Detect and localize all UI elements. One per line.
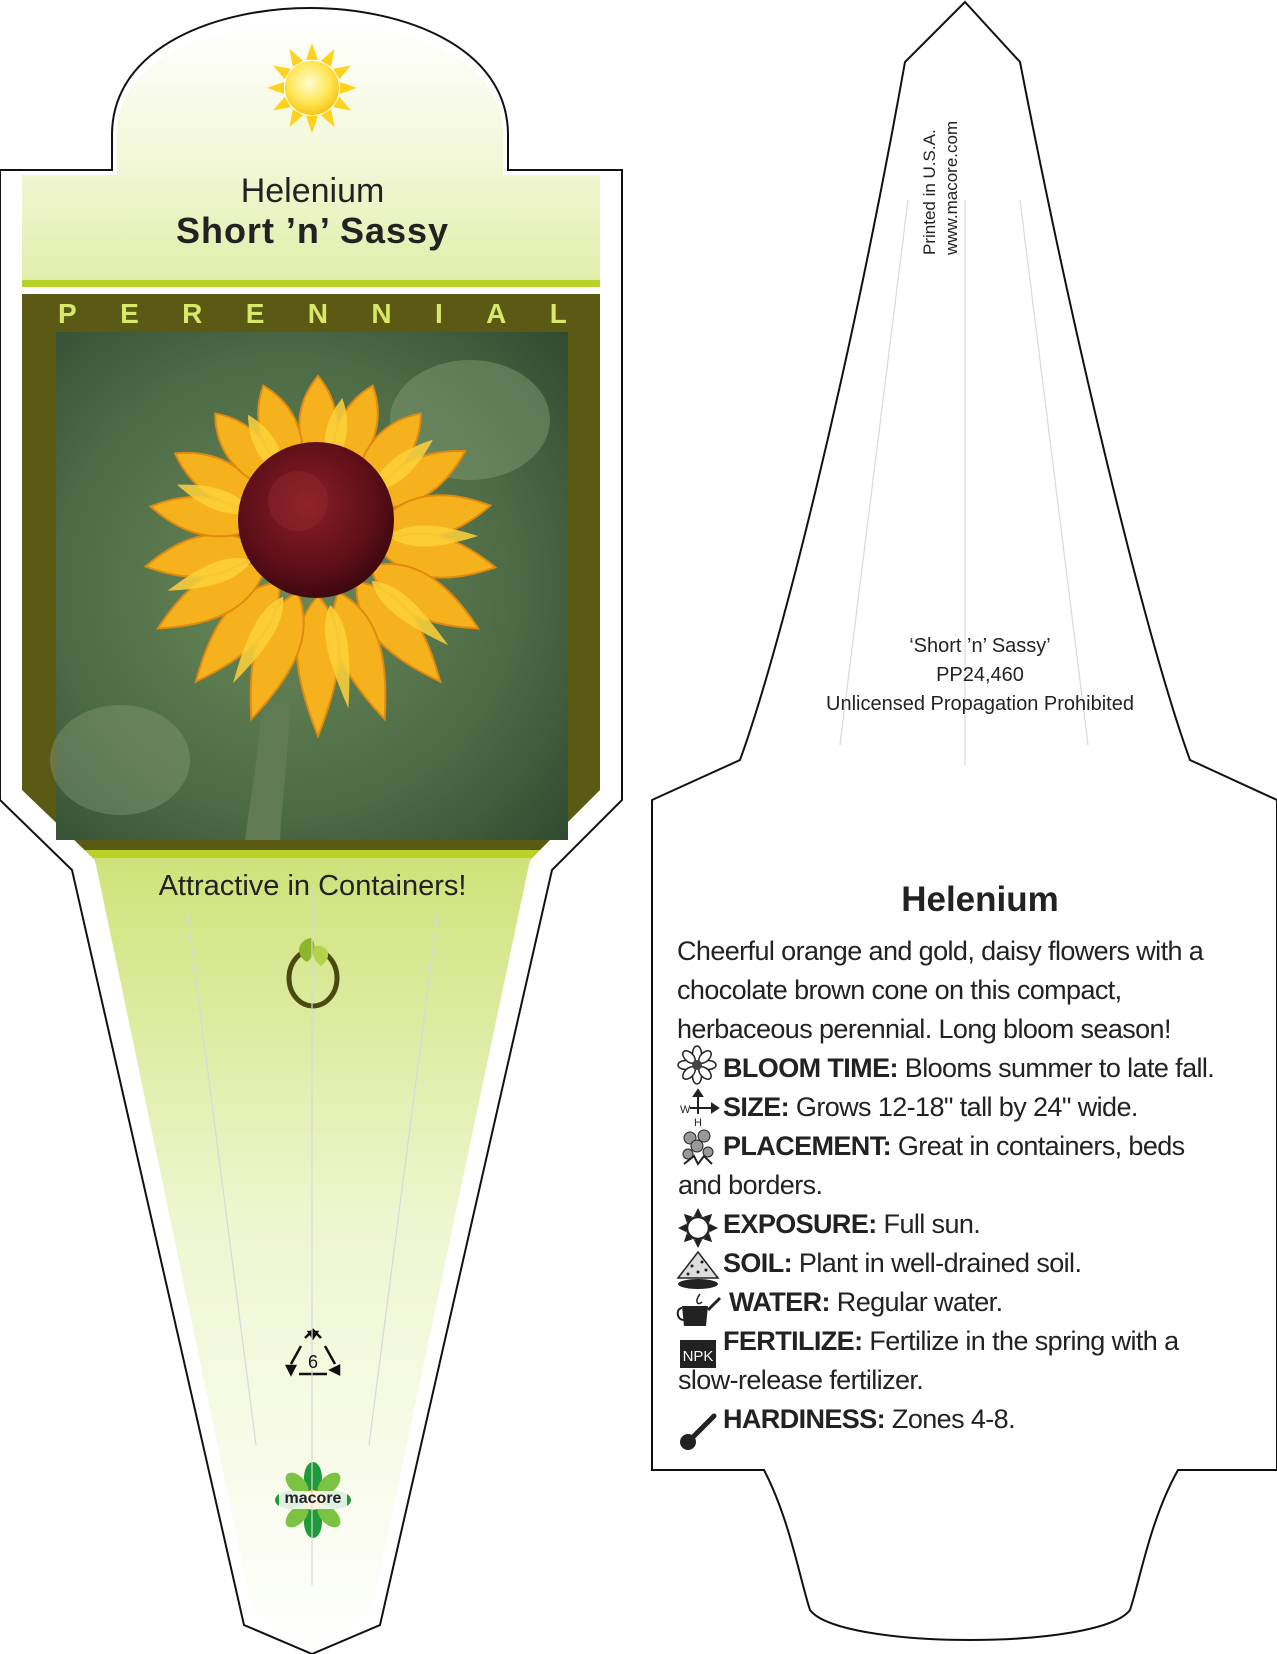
tagline: Attractive in Containers!: [158, 870, 467, 902]
detail-label: BLOOM TIME:: [723, 1053, 898, 1083]
care-body: [678, 932, 1218, 1439]
variety-block: [760, 632, 1200, 719]
detail-text: Grows 12-18" tall by 24" wide.: [795, 1092, 1138, 1122]
flower-photo: [50, 332, 568, 840]
category-letter: P: [58, 298, 77, 329]
detail-placement: [678, 1127, 1218, 1205]
description: Cheerful orange and gold, daisy flowers with a chocolate brown cone on this compact, herbaceous perennial. Long bloom season!: [677, 936, 1204, 1044]
detail-text: Fertilize in the spring with a slow-release fertilizer.: [678, 1326, 1179, 1395]
genus-title: Helenium: [240, 172, 385, 210]
printed-info: [920, 50, 961, 255]
detail-bloom-time: [723, 1049, 1218, 1088]
detail-text: Great in containers, beds and borders.: [678, 1131, 1185, 1200]
category-letter: N: [371, 298, 392, 329]
website-url: www.macore.com: [942, 120, 961, 255]
recycle-number: 6: [307, 1352, 318, 1372]
detail-fertilize: [678, 1322, 1218, 1400]
detail-label: HARDINESS:: [723, 1404, 886, 1434]
category-letter: L: [549, 298, 567, 329]
size-w-letter: W: [680, 1104, 691, 1116]
detail-text: Regular water.: [836, 1287, 1003, 1317]
category-letter: E: [120, 298, 139, 329]
npk-label: NPK: [682, 1348, 714, 1365]
detail-label: FERTILIZE:: [723, 1326, 863, 1356]
category-label: [20, 298, 605, 334]
variety-title: Short ’n’ Sassy: [175, 210, 450, 251]
propagation-notice: Unlicensed Propagation Prohibited: [826, 693, 1134, 715]
detail-size: [723, 1088, 1218, 1127]
care-heading: Helenium: [901, 880, 1059, 919]
detail-label: PLACEMENT:: [723, 1131, 891, 1161]
printed-in-usa: Printed in U.S.A.: [920, 129, 939, 255]
detail-text: Plant in well-drained soil.: [798, 1248, 1082, 1278]
detail-exposure: [723, 1205, 1218, 1244]
detail-hardiness: [723, 1400, 1218, 1439]
variety-quoted: ‘Short ’n’ Sassy’: [909, 635, 1051, 657]
category-letter: I: [435, 298, 443, 329]
brand-name: macore: [284, 1490, 342, 1507]
patent-number: PP24,460: [936, 664, 1024, 686]
detail-label: SIZE:: [723, 1092, 790, 1122]
detail-text: Zones 4-8.: [891, 1404, 1015, 1434]
category-letter: R: [182, 298, 203, 329]
category-letter: N: [307, 298, 329, 329]
category-letter: E: [245, 298, 265, 329]
detail-label: WATER:: [729, 1287, 830, 1317]
category-letter: A: [486, 298, 507, 329]
detail-soil: [723, 1244, 1218, 1283]
detail-text: Full sun.: [883, 1209, 981, 1239]
detail-label: EXPOSURE:: [723, 1209, 877, 1239]
detail-label: SOIL:: [723, 1248, 792, 1278]
size-h-letter: H: [694, 1117, 702, 1129]
detail-text: Blooms summer to late fall.: [904, 1053, 1215, 1083]
detail-water: [729, 1283, 1218, 1322]
